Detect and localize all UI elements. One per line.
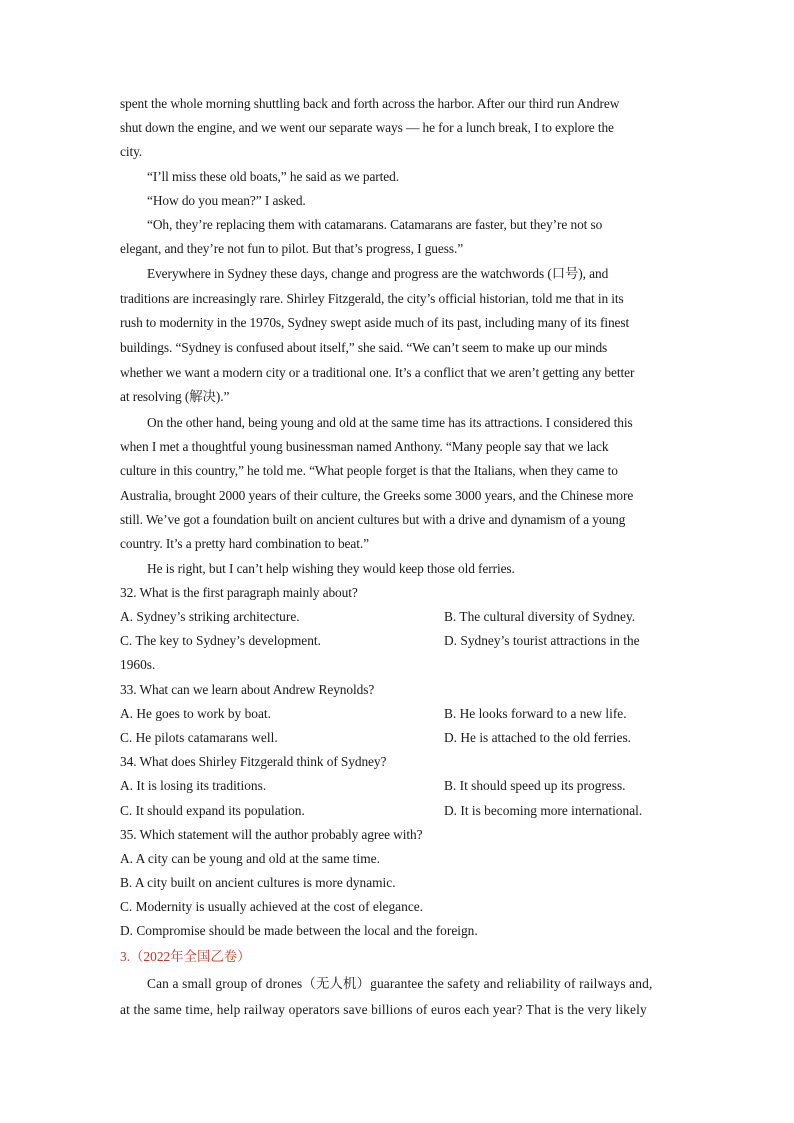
question-stem: 34. What does Shirley Fitzgerald think of Sydney? — [120, 754, 387, 769]
option-a[interactable]: A. He goes to work by boat. — [120, 706, 271, 721]
passage-line: country. It’s a pretty hard combination to beat.” — [120, 536, 369, 551]
passage-line: Can a small group of drones（无人机）guarantee the safety and reliability of railways and, — [147, 976, 653, 991]
passage-line: at resolving (解决).” — [120, 389, 230, 404]
passage-line: rush to modernity in the 1970s, Sydney swept aside much of its past, including many of its finest — [120, 315, 630, 330]
passage-line: whether we want a modern city or a traditional one. It’s a conflict that we aren’t getting any better — [120, 365, 635, 380]
passage-line: traditions are increasingly rare. Shirley Fitzgerald, the city’s official historian, told me that in its — [120, 291, 624, 306]
passage-line: elegant, and they’re not fun to pilot. But that’s progress, I guess.” — [120, 241, 464, 256]
option-d[interactable]: D. He is attached to the old ferries. — [444, 730, 632, 745]
passage-line: Everywhere in Sydney these days, change and progress are the watchwords (口号), and — [147, 266, 609, 281]
option-c[interactable]: C. Modernity is usually achieved at the cost of elegance. — [120, 899, 424, 914]
passage-line: when I met a thoughtful young businessman named Anthony. “Many people say that we lack — [120, 439, 609, 454]
passage-line: buildings. “Sydney is confused about itself,” she said. “We can’t seem to make up our minds — [120, 340, 608, 355]
option-c[interactable]: C. It should expand its population. — [120, 803, 305, 818]
passage-line: Australia, brought 2000 years of their culture, the Greeks some 3000 years, and the Chinese more — [120, 488, 634, 503]
passage-line: culture in this country,” he told me. “What people forget is that the Italians, when they came to — [120, 463, 618, 478]
passage-line: “I’ll miss these old boats,” he said as we parted. — [147, 169, 399, 184]
option-d[interactable]: D. Compromise should be made between the local and the foreign. — [120, 923, 478, 938]
option-b[interactable]: B. The cultural diversity of Sydney. — [444, 609, 636, 624]
option-c[interactable]: C. He pilots catamarans well. — [120, 730, 278, 745]
passage-line: On the other hand, being young and old at the same time has its attractions. I considered this — [147, 415, 633, 430]
option-b[interactable]: B. He looks forward to a new life. — [444, 706, 627, 721]
passage-line: still. We’ve got a foundation built on ancient cultures but with a drive and dynamism of a young — [120, 512, 626, 527]
option-a[interactable]: A. It is losing its traditions. — [120, 778, 267, 793]
option-b[interactable]: B. It should speed up its progress. — [444, 778, 626, 793]
option-a[interactable]: A. Sydney’s striking architecture. — [120, 609, 300, 624]
option-d-continued: 1960s. — [120, 657, 156, 672]
question-stem: 32. What is the first paragraph mainly about? — [120, 585, 358, 600]
question-stem: 33. What can we learn about Andrew Reynolds? — [120, 682, 375, 697]
option-d[interactable]: D. Sydney’s tourist attractions in the — [444, 633, 640, 648]
passage-line: city. — [120, 144, 143, 159]
passage-line: shut down the engine, and we went our separate ways — he for a lunch break, I to explore the — [120, 120, 614, 135]
source-label: 3.（2022年全国乙卷） — [120, 949, 251, 964]
option-b[interactable]: B. A city built on ancient cultures is more dynamic. — [120, 875, 396, 890]
option-a[interactable]: A. A city can be young and old at the same time. — [120, 851, 380, 866]
passage-line: “Oh, they’re replacing them with catamarans. Catamarans are faster, but they’re not so — [147, 217, 603, 232]
option-c[interactable]: C. The key to Sydney’s development. — [120, 633, 321, 648]
passage-line: at the same time, help railway operators save billions of euros each year? That is the very likely — [120, 1002, 647, 1017]
passage-line: “How do you mean?” I asked. — [147, 193, 306, 208]
passage-line: He is right, but I can’t help wishing they would keep those old ferries. — [147, 561, 515, 576]
passage-line: spent the whole morning shuttling back and forth across the harbor. After our third run Andrew — [120, 96, 620, 111]
option-d[interactable]: D. It is becoming more international. — [444, 803, 643, 818]
question-stem: 35. Which statement will the author probably agree with? — [120, 827, 423, 842]
